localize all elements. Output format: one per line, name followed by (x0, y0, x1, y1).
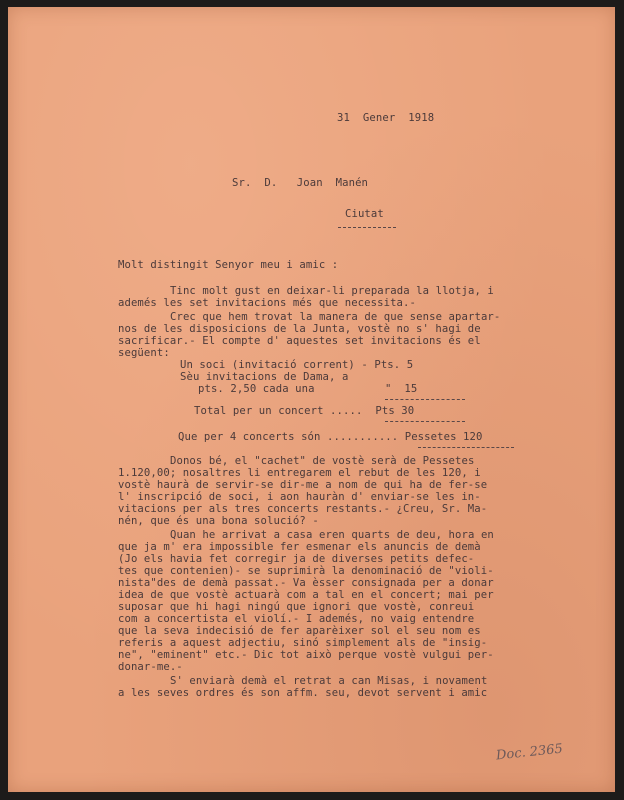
body-line: vostè haurà de servir-se dir-me a nom de qui ha de fer-se (118, 479, 488, 491)
body-line: donar-me.- (118, 661, 183, 673)
greeting: Molt distingit Senyor meu i amic : (118, 259, 339, 271)
addressee-city: Ciutat (345, 208, 384, 220)
grand-total-rule (418, 447, 514, 448)
body-line: l' inscripció de soci, i aon hauràn d' enviar-se les in- (118, 491, 481, 503)
body-line: vitacions per als tres concerts restants.- ¿Creu, Sr. Ma- (118, 503, 488, 515)
body-line: nén, que és una bona solució? - (118, 515, 319, 527)
body-line: a les seves ordres és son affm. seu, devot servent i amic (118, 687, 488, 699)
body-line: nista"des de demà passat.- Va èsser consignada per a donar (118, 577, 494, 589)
account-grand-total: Que per 4 concerts són ........... Pessetes 120 (178, 431, 483, 443)
body-line: ademés les set invitacions més que necessita.- (118, 297, 416, 309)
letter-sheet (8, 7, 615, 792)
body-line: Tinc molt gust en deixar-li preparada la llotja, i (170, 285, 494, 297)
account-line-dama: Sèu invitacions de Dama, a (180, 371, 349, 383)
body-line: 1.120,00; nosaltres li entregarem el rebut de les 120, i (118, 467, 481, 479)
account-line-dama-price: pts. 2,50 cada una (198, 383, 315, 395)
body-line: S' enviarà demà el retrat a can Misas, i novament (170, 675, 488, 687)
body-line: tes que contenien)- se suprimirà la denominació de "violi- (118, 565, 494, 577)
account-total: Total per un concert ..... Pts 30 (194, 405, 415, 417)
city-underline (338, 227, 396, 228)
body-line: nos de les disposicions de la Junta, vostè no s' hagi de (118, 323, 481, 335)
body-line: (Jo els havia fet corregir ja de diverses petits defec- (118, 553, 475, 565)
body-line: Crec que hem trovat la manera de que sense apartar- (170, 311, 501, 323)
body-line: Donos bé, el "cachet" de vostè serà de Pessetes (170, 455, 475, 467)
body-line: que ja m' era impossible fer esmenar els anuncis de demà (118, 541, 481, 553)
account-line-dama-value: " 15 (385, 383, 418, 395)
body-line: ne", "eminent" etc.- Dic tot això perque vostè vulgui per- (118, 649, 494, 661)
body-line: com a concertista el violí.- I ademés, no vaig entendre (118, 613, 475, 625)
addressee-name: Sr. D. Joan Manén (232, 177, 369, 189)
subtotal-rule (385, 399, 465, 400)
body-line: sacrificar.- El compte d' aquestes set invitacions és el (118, 335, 481, 347)
account-line-soci: Un soci (invitació corrent) - Pts. 5 (180, 359, 414, 371)
total-rule (385, 421, 465, 422)
body-line: referis a aquest adjectiu, sinó simplement als de "insig- (118, 637, 488, 649)
body-line: següent: (118, 347, 170, 359)
body-line: Quan he arrivat a casa eren quarts de deu, hora en (170, 529, 494, 541)
body-line: que la seva indecisió de fer aparèixer sol el seu nom es (118, 625, 481, 637)
letter-date: 31 Gener 1918 (337, 112, 435, 124)
archive-reference-note: Doc. 2365 (495, 741, 564, 764)
body-line: suposar que hi hagi ningú que ignori que vostè, conreui (118, 601, 475, 613)
body-line: idea de que vostè actuarà com a tal en el concert; mai per (118, 589, 494, 601)
